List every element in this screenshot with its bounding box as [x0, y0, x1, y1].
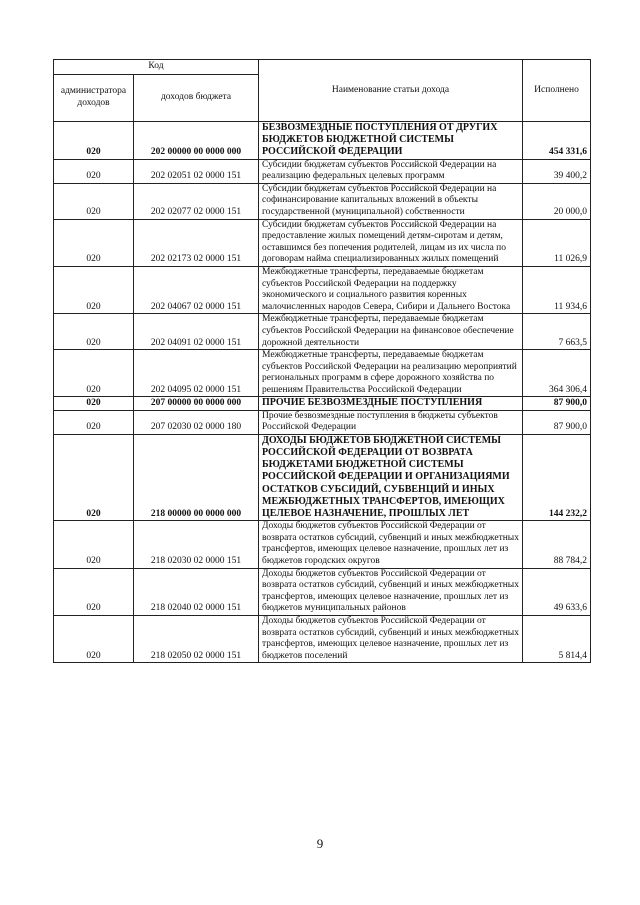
header-admin: администратора доходов	[54, 75, 134, 122]
table-row	[54, 410, 591, 434]
revenue-code-cell: 218 02050 02 0000 151	[134, 616, 259, 663]
admin-code-cell: 020	[54, 568, 134, 615]
revenue-name-cell: Субсидии бюджетам субъектов Российской Федерации на реализацию федеральных целевых программ	[259, 159, 523, 183]
revenue-name-cell: Субсидии бюджетам субъектов Российской Федерации на предоставление жилых помещений детям-сиротам и детям, оставшимся без попечения родителей, лицам из их числа по договорам найма специализированных жилых помещений	[259, 219, 523, 266]
table-row	[54, 266, 591, 313]
admin-code-cell: 020	[54, 350, 134, 397]
header-code: доходов бюджета	[134, 75, 259, 122]
table-row	[54, 122, 591, 160]
table-row	[54, 350, 591, 397]
revenue-code-cell: 202 00000 00 0000 000	[134, 122, 259, 160]
revenue-name-cell: ДОХОДЫ БЮДЖЕТОВ БЮДЖЕТНОЙ СИСТЕМЫ РОССИЙСКОЙ ФЕДЕРАЦИИ ОТ ВОЗВРАТА БЮДЖЕТАМИ БЮДЖЕТНОЙ СИСТЕМЫ РОССИЙСКОЙ ФЕДЕРАЦИИ И ОРГАНИЗАЦИЯМИ ОСТАТКОВ СУБСИДИЙ, СУБВЕНЦИЙ И ИНЫХ МЕЖБЮДЖЕТНЫХ ТРАНСФЕРТОВ, ИМЕЮЩИХ ЦЕЛЕВОЕ НАЗНАЧЕНИЕ, ПРОШЛЫХ ЛЕТ	[259, 434, 523, 520]
revenue-name-cell: Межбюджетные трансферты, передаваемые бюджетам субъектов Российской Федерации на финансовое обеспечение дорожной деятельности	[259, 314, 523, 350]
revenue-name-cell: Межбюджетные трансферты, передаваемые бюджетам субъектов Российской Федерации на поддержку экономического и социального развития коренных малочисленных народов Севера, Сибири и Дальнего Востока	[259, 266, 523, 313]
admin-code-cell: 020	[54, 314, 134, 350]
revenue-name-cell: Субсидии бюджетам субъектов Российской Федерации на софинансирование капитальных вложений в объекты государственной (муниципальной) собственности	[259, 183, 523, 219]
revenue-name-cell: ПРОЧИЕ БЕЗВОЗМЕЗДНЫЕ ПОСТУПЛЕНИЯ	[259, 397, 523, 410]
executed-amount-cell: 7 663,5	[523, 314, 591, 350]
admin-code-cell: 020	[54, 521, 134, 568]
revenue-name-cell: Межбюджетные трансферты, передаваемые бюджетам субъектов Российской Федерации на реализацию мероприятий региональных программ в сфере дорожного хозяйства по решениям Правительства Российской Федерации	[259, 350, 523, 397]
header-sum: Исполнено	[523, 60, 591, 122]
admin-code-cell: 020	[54, 219, 134, 266]
table-row	[54, 434, 591, 520]
table-row	[54, 521, 591, 568]
revenue-name-cell: Прочие безвозмездные поступления в бюджеты субъектов Российской Федерации	[259, 410, 523, 434]
revenue-code-cell: 218 02030 02 0000 151	[134, 521, 259, 568]
revenue-code-cell: 202 04091 02 0000 151	[134, 314, 259, 350]
revenue-code-cell: 218 02040 02 0000 151	[134, 568, 259, 615]
table-row	[54, 159, 591, 183]
table-row	[54, 314, 591, 350]
executed-amount-cell: 39 400,2	[523, 159, 591, 183]
revenue-name-cell: БЕЗВОЗМЕЗДНЫЕ ПОСТУПЛЕНИЯ ОТ ДРУГИХ БЮДЖЕТОВ БЮДЖЕТНОЙ СИСТЕМЫ РОССИЙСКОЙ ФЕДЕРАЦИИ	[259, 122, 523, 160]
revenue-code-cell: 202 04067 02 0000 151	[134, 266, 259, 313]
revenue-code-cell: 202 04095 02 0000 151	[134, 350, 259, 397]
admin-code-cell: 020	[54, 183, 134, 219]
revenue-name-cell: Доходы бюджетов субъектов Российской Федерации от возврата остатков субсидий, субвенций и иных межбюджетных трансфертов, имеющих целевое назначение, прошлых лет из бюджетов городских округов	[259, 521, 523, 568]
executed-amount-cell: 364 306,4	[523, 350, 591, 397]
admin-code-cell: 020	[54, 159, 134, 183]
table-row	[54, 568, 591, 615]
executed-amount-cell: 11 934,6	[523, 266, 591, 313]
executed-amount-cell: 11 026,9	[523, 219, 591, 266]
page-number: 9	[316, 836, 324, 851]
executed-amount-cell: 87 900,0	[523, 410, 591, 434]
revenue-code-cell: 202 02173 02 0000 151	[134, 219, 259, 266]
table-row	[54, 397, 591, 410]
header-kod: Код	[54, 60, 259, 75]
table-row	[54, 183, 591, 219]
executed-amount-cell: 454 331,6	[523, 122, 591, 160]
admin-code-cell: 020	[54, 397, 134, 410]
revenue-code-cell: 218 00000 00 0000 000	[134, 434, 259, 520]
revenue-name-cell: Доходы бюджетов субъектов Российской Федерации от возврата остатков субсидий, субвенций и иных межбюджетных трансфертов, имеющих целевое назначение, прошлых лет из бюджетов муниципальных районов	[259, 568, 523, 615]
revenue-code-cell: 202 02077 02 0000 151	[134, 183, 259, 219]
admin-code-cell: 020	[54, 410, 134, 434]
admin-code-cell: 020	[54, 616, 134, 663]
revenue-table	[53, 59, 591, 663]
revenue-code-cell: 202 02051 02 0000 151	[134, 159, 259, 183]
executed-amount-cell: 5 814,4	[523, 616, 591, 663]
admin-code-cell: 020	[54, 122, 134, 160]
header-name: Наименование статьи дохода	[259, 60, 523, 122]
executed-amount-cell: 87 900,0	[523, 397, 591, 410]
executed-amount-cell: 88 784,2	[523, 521, 591, 568]
executed-amount-cell: 144 232,2	[523, 434, 591, 520]
table-row	[54, 219, 591, 266]
revenue-code-cell: 207 02030 02 0000 180	[134, 410, 259, 434]
executed-amount-cell: 20 000,0	[523, 183, 591, 219]
revenue-name-cell: Доходы бюджетов субъектов Российской Федерации от возврата остатков субсидий, субвенций и иных межбюджетных трансфертов, имеющих целевое назначение, прошлых лет из бюджетов поселений	[259, 616, 523, 663]
admin-code-cell: 020	[54, 434, 134, 520]
table-header	[54, 60, 591, 122]
table-body	[54, 122, 591, 663]
table-row	[54, 616, 591, 663]
executed-amount-cell: 49 633,6	[523, 568, 591, 615]
admin-code-cell: 020	[54, 266, 134, 313]
revenue-code-cell: 207 00000 00 0000 000	[134, 397, 259, 410]
